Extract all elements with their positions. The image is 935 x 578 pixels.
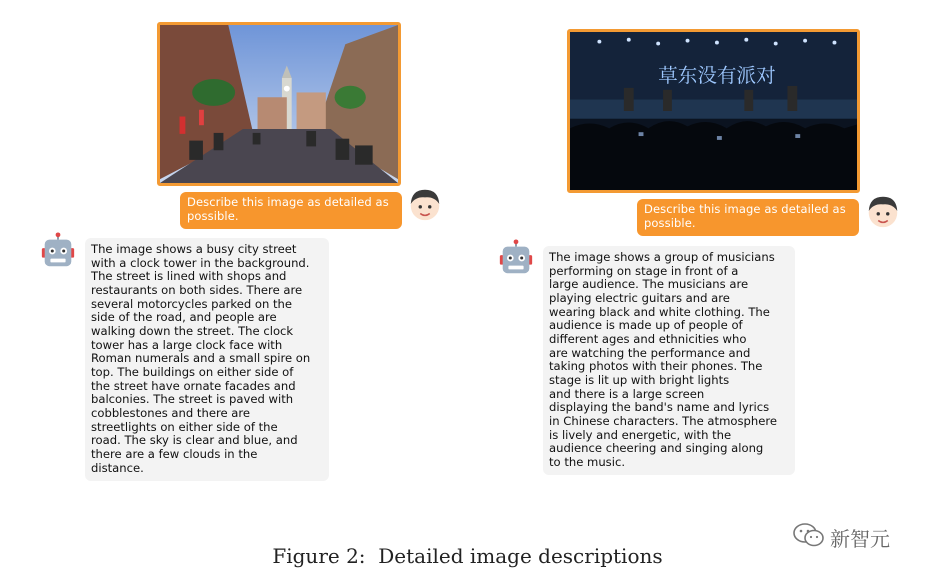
robot-avatar-icon bbox=[497, 239, 535, 277]
user-avatar-icon bbox=[406, 185, 444, 223]
bot-response-bubble bbox=[543, 246, 795, 475]
user-message-text: Describe this image as detailed as possible. bbox=[644, 202, 846, 230]
bot-response-text: The image shows a busy city street with a clock tower in the background. The street is lined with shops and restaurants on both sides. There are several motorcycles parked on the side of the road, and people are walking down the street. The clock tower has a large clock face with Roman numerals and a small spire on top. The buildings on either side of the street have ornate facades and balconies. The street is paved with cobblestones and there are streetlights on either side of the road. The sky is clear and blue, and there are a few clouds in the distance. bbox=[91, 242, 311, 475]
robot-avatar-icon bbox=[39, 232, 77, 270]
watermark bbox=[792, 522, 890, 552]
user-message-bubble bbox=[180, 192, 402, 229]
concert-image bbox=[567, 29, 860, 193]
user-avatar-icon bbox=[864, 192, 902, 230]
figure-caption: Figure 2: Detailed image descriptions bbox=[272, 544, 663, 568]
band-name-text: 草东没有派对 bbox=[658, 64, 776, 88]
user-message-text: Describe this image as detailed as possible. bbox=[187, 195, 389, 223]
user-message-bubble bbox=[637, 199, 859, 236]
city-street-image bbox=[157, 22, 401, 186]
bot-response-bubble bbox=[85, 238, 329, 481]
watermark-text: 新智元 bbox=[830, 526, 890, 551]
bot-response-text: The image shows a group of musicians performing on stage in front of a large audience. The musicians are playing electric guitars and are wearing black and white clothing. The audience is made up of people of different ages and ethnicities who are watching the performance and taking photos with their phones. The stage is lit up with bright lights and there is a large screen displaying the band's name and lyrics in Chinese characters. The atmosphere is lively and energetic, with the audience cheering and singing along to the music. bbox=[549, 250, 777, 469]
wechat-icon bbox=[792, 522, 826, 553]
